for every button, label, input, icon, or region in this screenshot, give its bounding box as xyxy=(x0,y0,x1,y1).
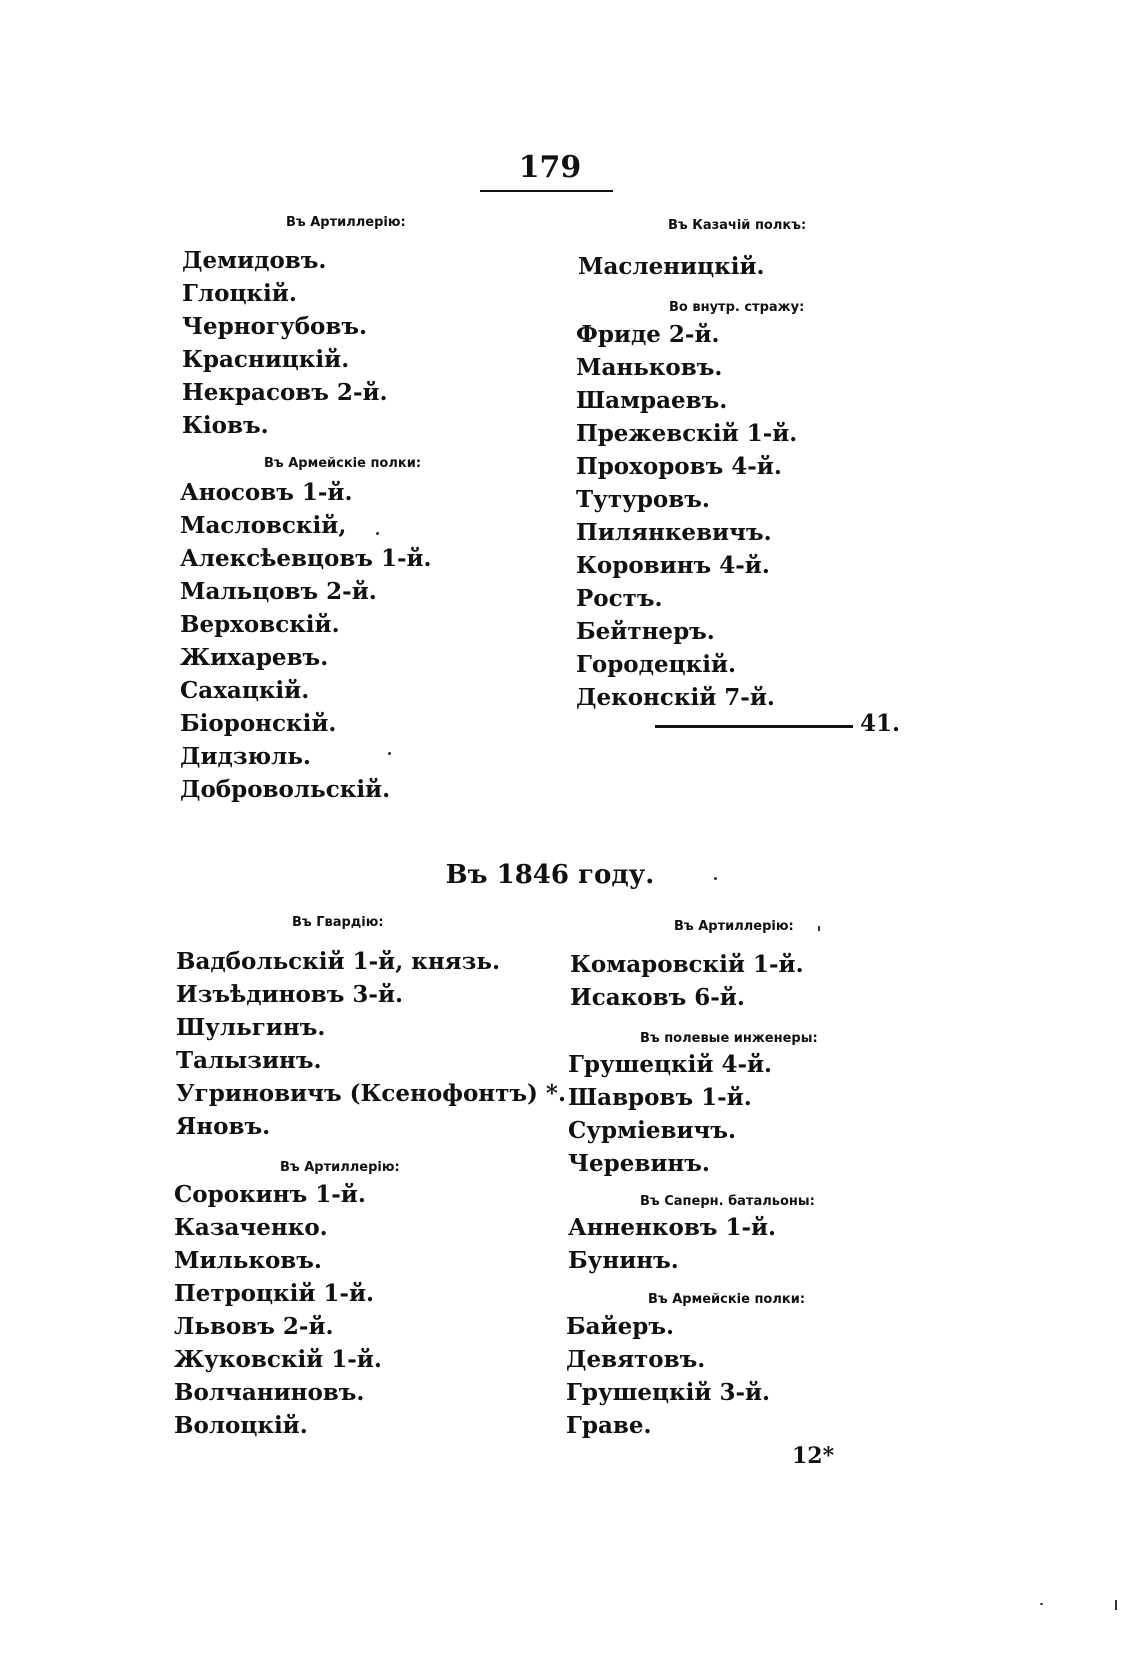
list-item: Біоронскій. xyxy=(180,710,337,737)
section-heading: Въ Казачій полкъ: xyxy=(668,218,807,233)
list-item: Шамраевъ. xyxy=(576,387,728,414)
list-item: Дидзюль. xyxy=(180,743,311,770)
list-item: Некрасовъ 2-й. xyxy=(182,379,388,406)
section-heading: Во внутр. стражу: xyxy=(669,300,805,315)
name-list xyxy=(578,250,765,283)
list-item: Фриде 2-й. xyxy=(576,321,720,348)
list-item: Шавровъ 1-й. xyxy=(568,1084,752,1111)
list-item: Тутуровъ. xyxy=(576,486,710,513)
list-item: Волоцкій. xyxy=(174,1412,308,1439)
list-item: Демидовъ. xyxy=(182,247,327,274)
list-item: Прежевскій 1-й. xyxy=(576,420,798,447)
list-item: Бунинъ. xyxy=(568,1247,679,1274)
page-number-rule xyxy=(480,190,613,192)
list-item: Девятовъ. xyxy=(566,1346,706,1373)
name-list xyxy=(180,476,432,806)
list-item: Сурміевичъ. xyxy=(568,1117,736,1144)
list-item: Черногубовъ. xyxy=(182,313,368,340)
list-item: Глоцкій. xyxy=(182,280,297,307)
name-list xyxy=(566,1310,770,1442)
list-item: Анненковъ 1-й. xyxy=(568,1214,777,1241)
list-item: Алексѣевцовъ 1-й. xyxy=(180,545,432,572)
scan-speck xyxy=(1040,1603,1043,1605)
section-heading: Въ Артиллерію: xyxy=(280,1160,400,1175)
list-item: Кіовъ. xyxy=(182,412,269,439)
list-item: Львовъ 2-й. xyxy=(174,1313,334,1340)
list-item: Мальцовъ 2-й. xyxy=(180,578,377,605)
name-list xyxy=(568,1048,772,1180)
list-item: Черевинъ. xyxy=(568,1150,710,1177)
list-item: Граве. xyxy=(566,1412,652,1439)
name-list xyxy=(176,945,566,1143)
list-item: Бейтнеръ. xyxy=(576,618,715,645)
section-heading: Въ Саперн. батальоны: xyxy=(640,1194,815,1209)
total-count: 41. xyxy=(860,710,901,737)
list-item: Деконскій 7-й. xyxy=(576,684,775,711)
list-item: Жихаревъ. xyxy=(180,644,329,671)
name-list xyxy=(576,318,797,714)
section-heading: Въ Артиллерію: xyxy=(674,919,794,934)
name-list xyxy=(174,1178,382,1442)
list-item: Казаченко. xyxy=(174,1214,328,1241)
list-item: Масленицкій. xyxy=(578,253,765,280)
list-item: Масловскій, xyxy=(180,512,347,539)
section-heading: Въ Армейскіе полки: xyxy=(648,1292,806,1307)
list-item: Шульгинъ. xyxy=(176,1014,326,1041)
list-item: Грушецкій 4-й. xyxy=(568,1051,773,1078)
list-item: Красницкій. xyxy=(182,346,350,373)
section-heading: Въ Гвардію: xyxy=(292,915,384,930)
list-item: Байеръ. xyxy=(566,1313,674,1340)
list-item: Вадбольскій 1-й, князь. xyxy=(176,948,500,975)
list-item: Пилянкевичъ. xyxy=(576,519,772,546)
list-item: Городецкій. xyxy=(576,651,737,678)
name-list xyxy=(182,244,388,442)
list-item: Аносовъ 1-й. xyxy=(180,479,353,506)
list-item: Добровольскій. xyxy=(180,776,391,803)
list-item: Прохоровъ 4-й. xyxy=(576,453,782,480)
section-heading: Въ Армейскіе полки: xyxy=(264,456,422,471)
name-list xyxy=(570,948,804,1014)
list-item: Угриновичъ (Ксенофонтъ) *. xyxy=(176,1080,566,1107)
list-item: Коровинъ 4-й. xyxy=(576,552,770,579)
name-list xyxy=(568,1211,776,1277)
scan-speck xyxy=(388,752,391,755)
list-item: Комаровскій 1-й. xyxy=(570,951,804,978)
list-item: Грушецкій 3-й. xyxy=(566,1379,771,1406)
list-item: Яновъ. xyxy=(176,1113,271,1140)
scan-speck xyxy=(1115,1600,1117,1610)
section-heading: Въ Артиллерію: xyxy=(286,215,406,230)
printer-signature: 12* xyxy=(792,1443,835,1469)
list-item: Сорокинъ 1-й. xyxy=(174,1181,366,1208)
scan-speck xyxy=(818,926,820,931)
list-item: Жуковскій 1-й. xyxy=(174,1346,382,1373)
total-rule xyxy=(655,725,853,728)
list-item: Исаковъ 6-й. xyxy=(570,984,745,1011)
list-item: Маньковъ. xyxy=(576,354,723,381)
year-title: Въ 1846 году. xyxy=(445,860,655,890)
list-item: Петроцкій 1-й. xyxy=(174,1280,375,1307)
list-item: Изъѣдиновъ 3-й. xyxy=(176,981,404,1008)
list-item: Верховскій. xyxy=(180,611,340,638)
list-item: Волчаниновъ. xyxy=(174,1379,365,1406)
list-item: Ростъ. xyxy=(576,585,663,612)
list-item: Талызинъ. xyxy=(176,1047,322,1074)
list-item: Сахацкій. xyxy=(180,677,310,704)
scan-speck xyxy=(376,532,379,535)
section-heading: Въ полевые инженеры: xyxy=(640,1031,818,1046)
page-number: 179 xyxy=(518,150,582,185)
list-item: Мильковъ. xyxy=(174,1247,322,1274)
scan-speck xyxy=(714,877,717,880)
